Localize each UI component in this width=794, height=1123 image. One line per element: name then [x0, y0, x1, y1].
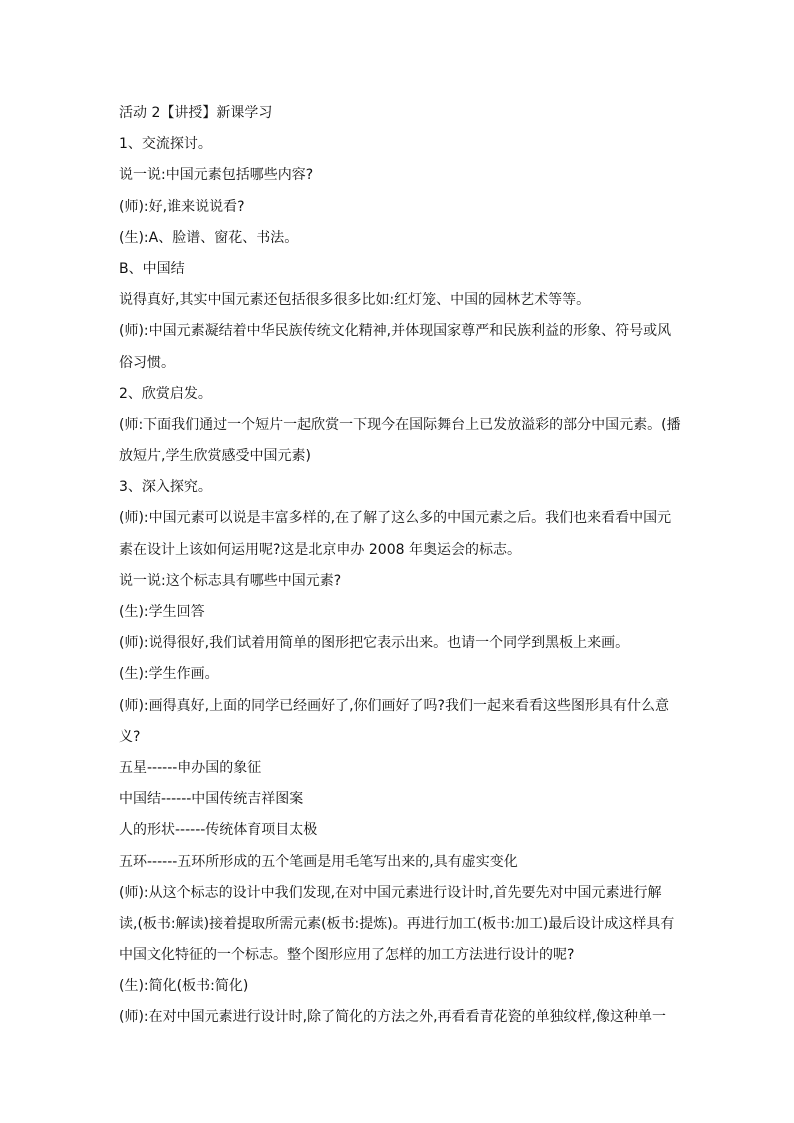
text-line: 放短片,学生欣赏感受中国元素) — [119, 448, 311, 465]
text-line: (生):学生作画。 — [119, 666, 219, 683]
text-line: (师:下面我们通过一个短片一起欣赏一下现今在国际舞台上已发放溢彩的部分中国元素。(播 — [119, 416, 681, 433]
text-line: 俗习惯。 — [119, 354, 175, 371]
symbol-meaning-line: 中国结------中国传统吉祥图案 — [119, 791, 304, 808]
section-heading: 活动 2【讲授】新课学习 — [119, 105, 273, 121]
text-line: (师):好,谁来说说看? — [119, 198, 245, 215]
text-line: 读,(板书:解读)接着提取所需元素(板书:提炼)。再进行加工(板书:加工)最后设计成这样具有 — [119, 915, 675, 932]
symbol-meaning-line: 五星------申办国的象征 — [119, 759, 262, 776]
text-line: (师):在对中国元素进行设计时,除了简化的方法之外,再看看青花瓷的单独纹样,像这种单一 — [119, 1009, 666, 1026]
text-line: (师):画得真好,上面的同学已经画好了,你们画好了吗?我们一起来看看这些图形具有什么意 — [119, 697, 669, 714]
document-body — [119, 98, 684, 1034]
step-heading: 1、交流探讨。 — [119, 136, 212, 153]
text-line: (师):从这个标志的设计中我们发现,在对中国元素进行设计时,首先要先对中国元素进行解 — [119, 884, 662, 901]
text-line: 说得真好,其实中国元素还包括很多很多比如:红灯笼、中国的园林艺术等等。 — [119, 292, 591, 309]
text-line: (师):说得很好,我们试着用简单的图形把它表示出来。也请一个同学到黑板上来画。 — [119, 635, 630, 652]
text-line: 素在设计上该如何运用呢?这是北京申办 2008 年奥运会的标志。 — [119, 541, 521, 558]
symbol-meaning-line: 五环------五环所形成的五个笔画是用毛笔写出来的,具有虚实变化 — [119, 853, 518, 870]
text-line: 中国文化特征的一个标志。整个图形应用了怎样的加工方法进行设计的呢? — [119, 947, 575, 964]
text-line: (师):中国元素可以说是丰富多样的,在了解了这么多的中国元素之后。我们也来看看中国元 — [119, 510, 672, 527]
step-heading: 3、深入探究。 — [119, 479, 212, 496]
text-line: (生):简化(板书:简化) — [119, 978, 249, 995]
text-line: (生):A、脸谱、窗花、书法。 — [119, 229, 299, 246]
text-line: 说一说:这个标志具有哪些中国元素? — [119, 572, 342, 589]
symbol-meaning-line: 人的形状------传统体育项目太极 — [119, 822, 318, 839]
text-line: (生):学生回答 — [119, 604, 205, 620]
text-line: B、中国结 — [119, 260, 185, 277]
text-line: 义? — [119, 728, 141, 745]
text-line: 说一说:中国元素包括哪些内容? — [119, 167, 314, 184]
text-line: (师):中国元素凝结着中华民族传统文化精神,并体现国家尊严和民族利益的形象、符号或风 — [119, 323, 672, 340]
step-heading: 2、欣赏启发。 — [119, 385, 212, 402]
